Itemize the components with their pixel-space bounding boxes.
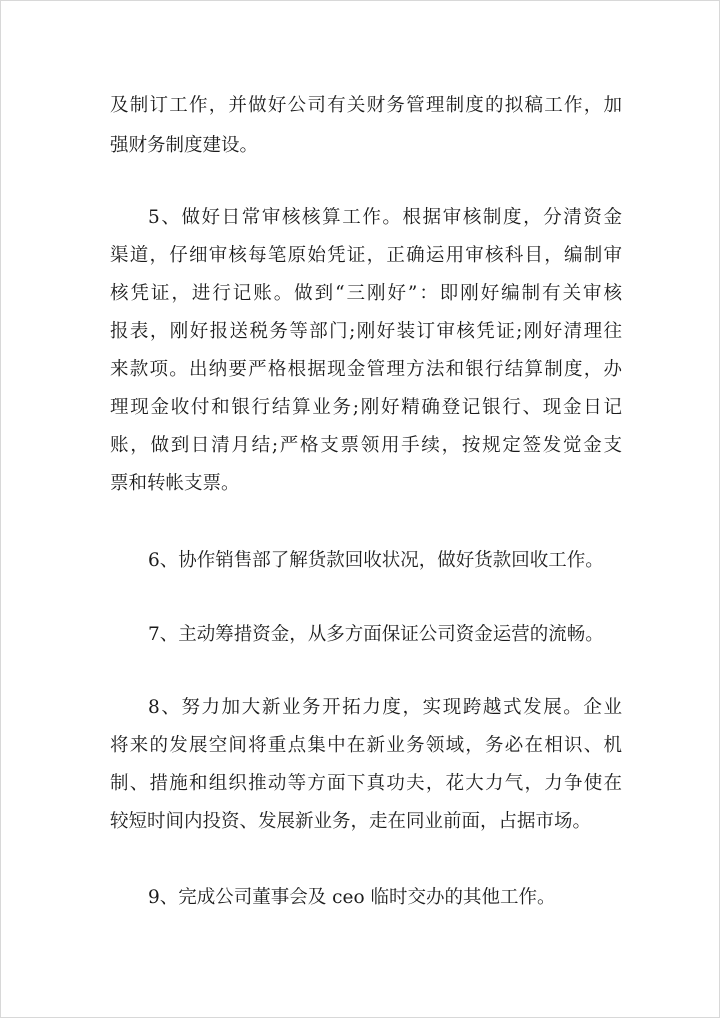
text-line: 7、主动筹措资金，从多方面保证公司资金运营的流畅。 — [148, 624, 604, 645]
text-line: 制、措施和组织推动等方面下真功夫，花大力气，力争使在 — [110, 773, 622, 794]
text-line: 5、做好日常审核核算工作。根据审核制度，分清资金 — [148, 207, 622, 228]
text-line: 核凭证，进行记账。做到“三刚好”：即刚好编制有关审核 — [110, 283, 622, 304]
text-line: 9、完成公司董事会及 ceo 临时交办的其他工作。 — [148, 887, 556, 908]
text-line: 来款项。出纳要严格根据现金管理方法和银行结算制度，办 — [110, 359, 622, 380]
text-line: 较短时间内投资、发展新业务，走在同业前面，占据市场。 — [110, 811, 592, 832]
text-line: 8、努力加大新业务开拓力度，实现跨越式发展。企业 — [148, 697, 622, 718]
text-line: 票和转帐支票。 — [110, 473, 240, 494]
text-line: 报表，刚好报送税务等部门;刚好装订审核凭证;刚好清理往 — [110, 321, 622, 342]
text-line: 理现金收付和银行结算业务;刚好精确登记银行、现金日记 — [110, 397, 622, 418]
text-line: 账，做到日清月结;严格支票领用手续，按规定签发觉金支 — [110, 435, 622, 456]
text-line: 强财务制度建设。 — [110, 135, 259, 156]
text-line: 渠道，仔细审核每笔原始凭证，正确运用审核科目，编制审 — [110, 245, 622, 266]
text-line: 及制订工作，并做好公司有关财务管理制度的拟稿工作，加 — [110, 95, 622, 116]
text-line: 将来的发展空间将重点集中在新业务领域，务必在相识、机 — [110, 735, 622, 756]
text-line: 6、协作销售部了解货款回收状况，做好货款回收工作。 — [148, 550, 604, 571]
